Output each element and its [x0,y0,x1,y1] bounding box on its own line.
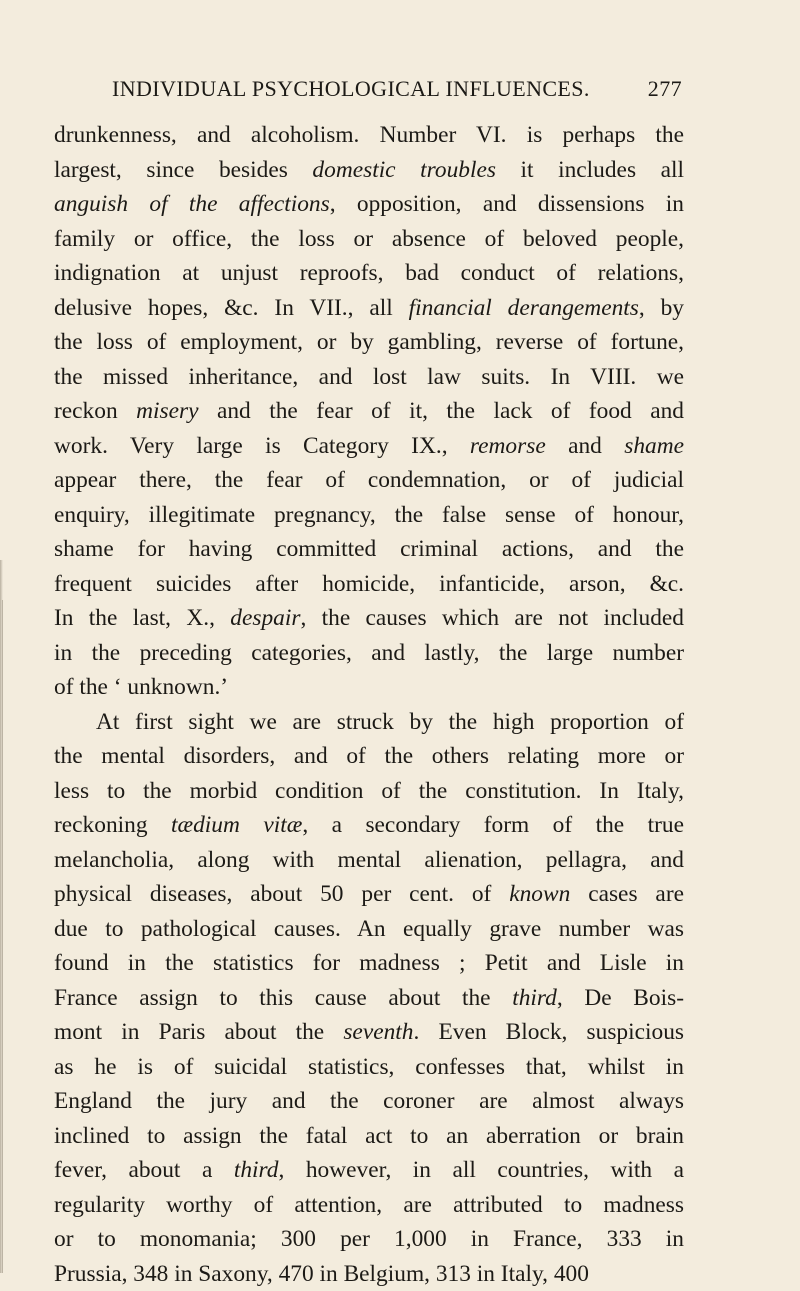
italic-text-run: anguish of the affections [54,191,330,217]
italic-text-run: third [512,985,557,1011]
text-line [54,256,684,291]
text-line [54,222,684,257]
text-run: France assign to this cause about the [54,985,512,1011]
text-line [54,601,684,636]
text-line [54,843,684,878]
text-line [54,429,684,464]
text-run: , the causes which are not included [300,605,684,631]
text-line [54,463,684,498]
text-run: less to the morbid condition of the constitution. In Italy, [54,778,684,804]
text-run: family or office, the loss or absence of beloved people, [54,226,684,252]
text-line [54,1050,684,1085]
text-line [54,394,684,429]
text-line [54,1084,684,1119]
text-run: Prussia, 348 in Saxony, 470 in Belgium, 313 in Italy, 400 [54,1261,589,1287]
italic-text-run: remorse [470,433,546,459]
text-run: cases are [570,881,684,907]
italic-text-run: third [234,1157,279,1183]
text-run: shame for having committed criminal actions, and the [54,536,684,562]
italic-text-run: misery [136,398,198,424]
text-line [54,187,684,222]
text-run: reckoning [54,812,171,838]
text-run: or to monomania; 300 per 1,000 in France, 333 in [54,1226,684,1252]
text-run: drunkenness, and alcoholism. Number VI. is perhaps the [54,122,684,148]
text-run: reckon [54,398,136,424]
running-head [112,76,682,106]
italic-text-run: tædium vitæ [171,812,302,838]
text-run: as he is of suicidal statistics, confesses that, whilst in [54,1054,684,1080]
text-line [54,153,684,188]
text-run: largest, since besides [54,157,312,183]
text-line [54,498,684,533]
italic-text-run: domestic troubles [312,157,496,183]
text-line [54,567,684,602]
text-line [54,1015,684,1050]
text-run: inclined to assign the fatal act to an aberration or brain [54,1123,684,1149]
text-run: the loss of employment, or by gambling, reverse of fortune, [54,329,684,355]
text-line [54,946,684,981]
text-run: England the jury and the coroner are almost always [54,1088,684,1114]
text-line [54,118,684,153]
text-run: , by [639,295,684,321]
text-run: frequent suicides after homicide, infanticide, arson, &c. [54,571,684,597]
text-line [54,912,684,947]
italic-text-run: despair [230,605,300,631]
text-run: melancholia, along with mental alienation, pellagra, and [54,847,684,873]
text-run: and the fear of it, the lack of food and [199,398,684,424]
text-line [54,774,684,809]
text-line [54,636,684,671]
text-run: and [546,433,625,459]
text-run: , opposition, and dissensions in [330,191,684,217]
text-run: fever, about a [54,1157,234,1183]
text-line [54,291,684,326]
text-run: delusive hopes, &c. In VII., all [54,295,409,321]
text-run: , De Bois- [557,985,684,1011]
body-text [54,118,684,1291]
text-run: due to pathological causes. An equally grave number was [54,916,684,942]
text-run: , however, in all countries, with a [278,1157,684,1183]
page-number: 277 [648,76,682,102]
text-line [54,1222,684,1257]
text-run: In the last, X., [54,605,230,631]
italic-text-run: shame [624,433,684,459]
text-run: found in the statistics for madness ; Petit and Lisle in [54,950,684,976]
text-line [54,877,684,912]
text-line [54,670,684,705]
italic-text-run: financial derangements [409,295,639,321]
italic-text-run: known [509,881,570,907]
text-run: , a secondary form of the true [302,812,684,838]
text-run: the missed inheritance, and lost law suits. In VIII. we [54,364,684,390]
italic-text-run: seventh [343,1019,413,1045]
text-run: mont in Paris about the [54,1019,343,1045]
text-run: . Even Block, suspicious [413,1019,684,1045]
text-run: physical diseases, about 50 per cent. of [54,881,509,907]
text-line [54,532,684,567]
text-run: of the ‘ unknown.’ [54,674,228,700]
text-run: regularity worthy of attention, are attributed to madness [54,1192,684,1218]
text-line [54,981,684,1016]
text-run: the mental disorders, and of the others relating more or [54,743,684,769]
text-line [54,705,684,740]
text-line [54,1188,684,1223]
text-line [54,1119,684,1154]
text-line [54,1153,684,1188]
gutter-line [2,600,3,1273]
text-line [54,1257,684,1291]
text-run: enquiry, illegitimate pregnancy, the false sense of honour, [54,502,684,528]
text-run: appear there, the fear of condemnation, or of judicial [54,467,684,493]
text-run: work. Very large is Category IX., [54,433,470,459]
text-run: in the preceding categories, and lastly, the large number [54,640,684,666]
text-line [54,325,684,360]
text-run: indignation at unjust reproofs, bad conduct of relations, [54,260,684,286]
text-run: At first sight we are struck by the high proportion of [96,709,684,735]
text-run: it includes all [496,157,684,183]
text-line [54,808,684,843]
running-title: INDIVIDUAL PSYCHOLOGICAL INFLUENCES. [112,76,590,102]
text-line [54,739,684,774]
text-line [54,360,684,395]
